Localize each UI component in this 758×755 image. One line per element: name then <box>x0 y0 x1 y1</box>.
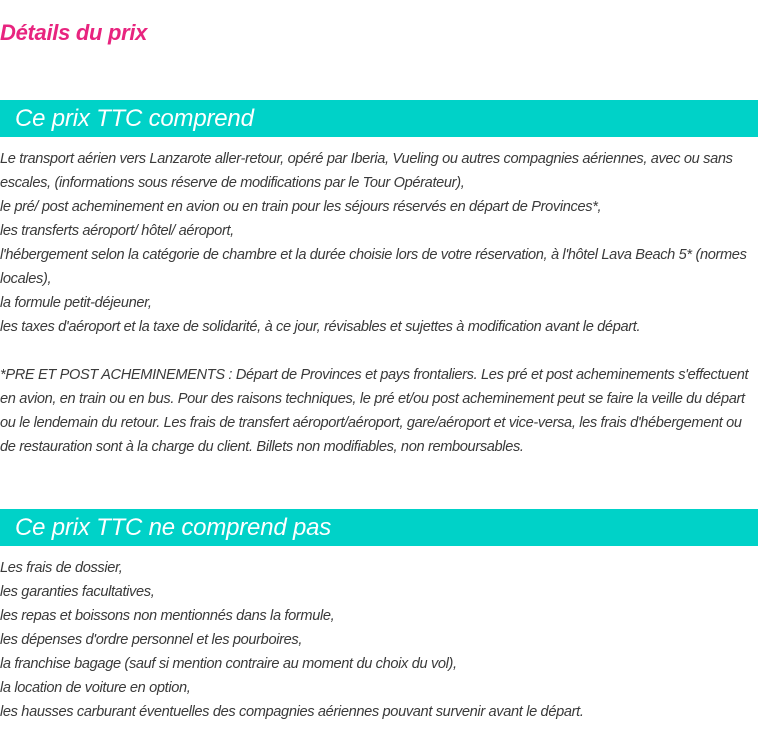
list-item: le pré/ post acheminement en avion ou en train pour les séjours réservés en départ de Provinces*, <box>0 199 602 215</box>
list-item: Le transport aérien vers Lanzarote aller-retour, opéré par Iberia, Vueling ou autres compagnies aériennes, avec ou sans escales, (informations sous réserve de modifications par le Tour Opérateur), <box>0 151 733 191</box>
list-item: les hausses carburant éventuelles des compagnies aériennes pouvant survenir avant le départ. <box>0 704 584 720</box>
includes-section-header <box>0 100 758 137</box>
excludes-list <box>0 556 758 724</box>
list-item: les repas et boissons non mentionnés dans la formule, <box>0 608 335 624</box>
list-item: les taxes d'aéroport et la taxe de solidarité, à ce jour, révisables et sujettes à modification avant le départ. <box>0 319 641 335</box>
list-item: l'hébergement selon la catégorie de chambre et la durée choisie lors de votre réservation, à l'hôtel Lava Beach 5* (normes locales), <box>0 247 747 287</box>
acheminement-note <box>0 363 758 459</box>
includes-list <box>0 147 758 339</box>
excludes-section-header <box>0 509 758 546</box>
list-item: les garanties facultatives, <box>0 584 155 600</box>
list-item: les transferts aéroport/ hôtel/ aéroport, <box>0 223 234 239</box>
list-item: la location de voiture en option, <box>0 680 191 696</box>
includes-heading: Ce prix TTC comprend <box>15 104 254 132</box>
list-item: la franchise bagage (sauf si mention contraire au moment du choix du vol), <box>0 656 457 672</box>
list-item: les dépenses d'ordre personnel et les pourboires, <box>0 632 303 648</box>
list-item: Les frais de dossier, <box>0 560 123 576</box>
page-title: Détails du prix <box>0 20 148 45</box>
note-text: *PRE ET POST ACHEMINEMENTS : Départ de Provinces et pays frontaliers. Les pré et post acheminements s'effectuent en avion, en train ou en bus. Pour des raisons techniques, le pré et/ou post acheminement peut se faire la veille du départ ou le lendemain du retour. Les frais de transfert aéroport/aéroport, gare/aéroport et vice-versa, les frais d'hébergement ou de restauration sont à la charge du client. Billets non modifiables, non remboursables. <box>0 367 749 455</box>
excludes-heading: Ce prix TTC ne comprend pas <box>15 513 332 541</box>
list-item: la formule petit-déjeuner, <box>0 295 152 311</box>
